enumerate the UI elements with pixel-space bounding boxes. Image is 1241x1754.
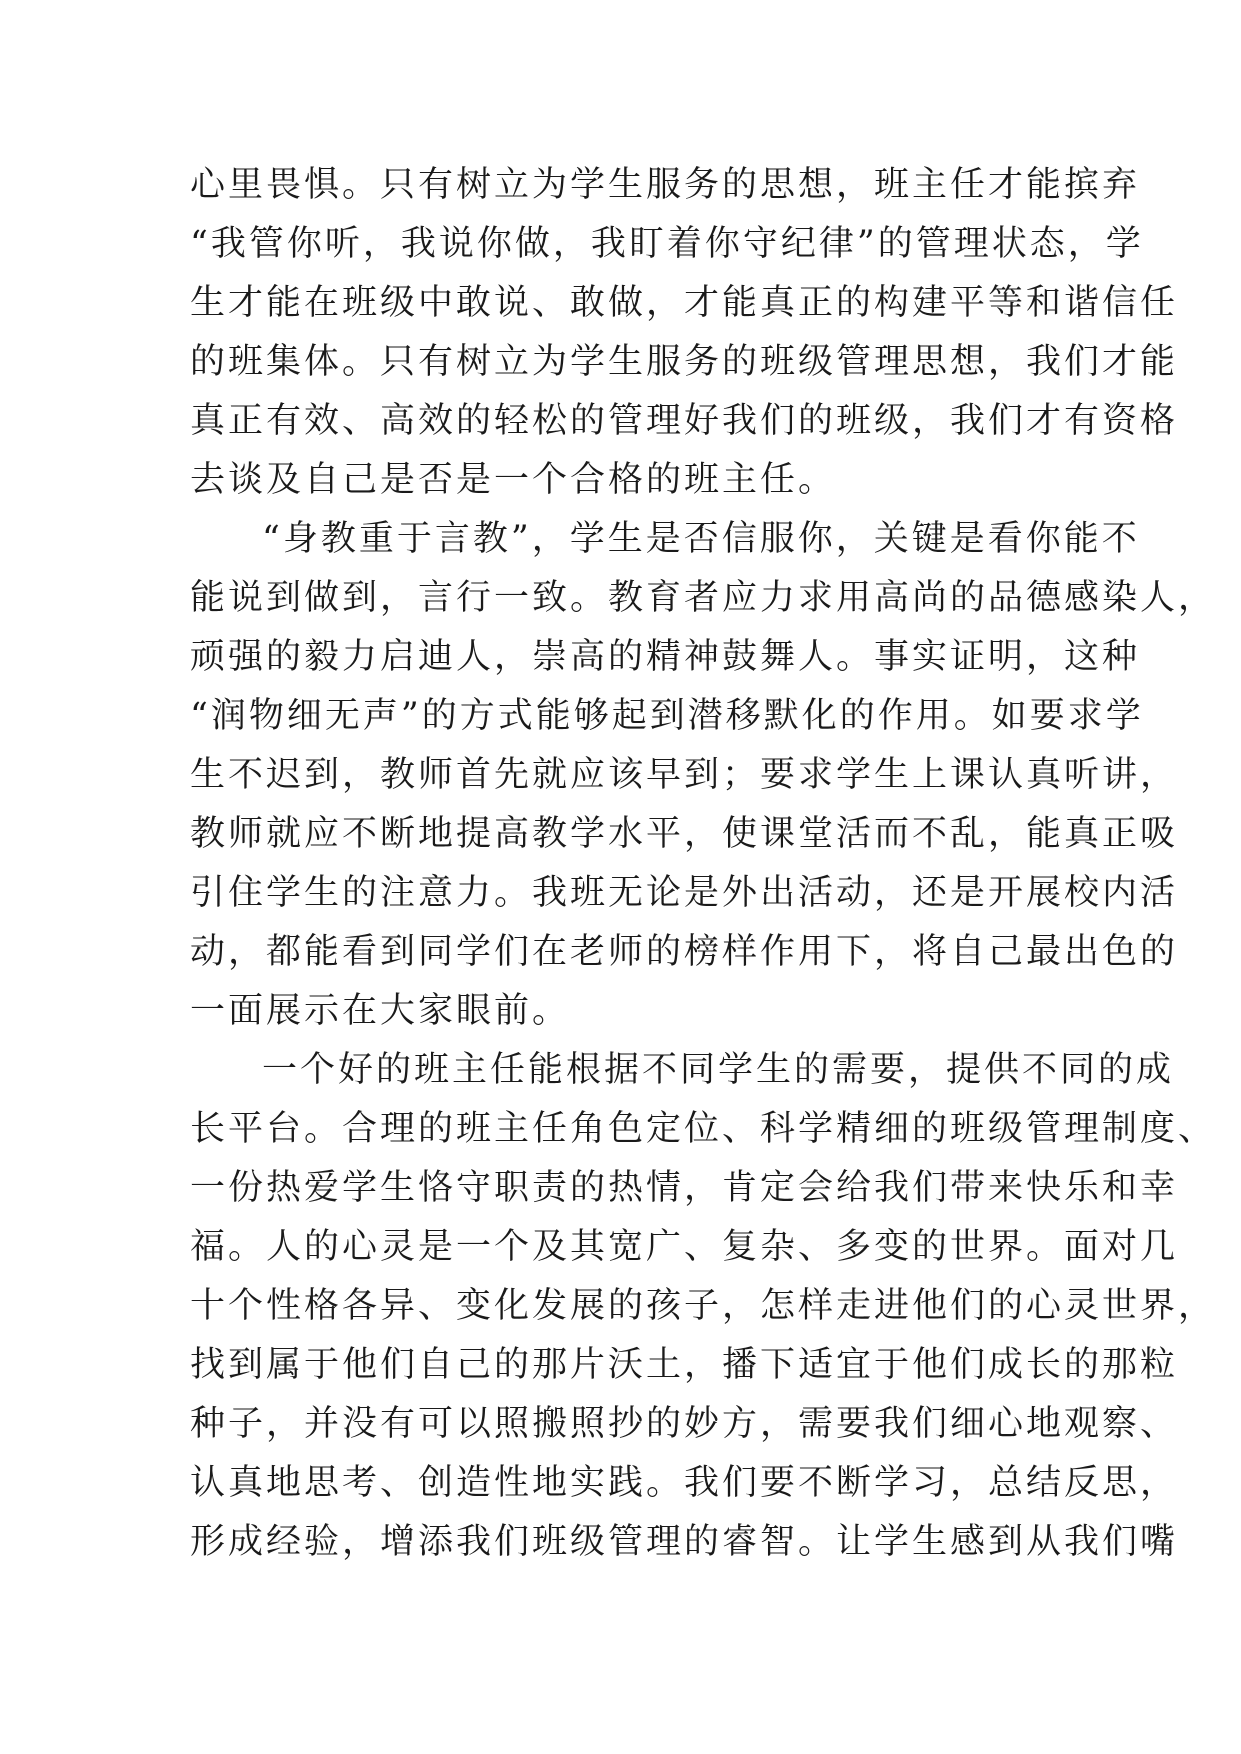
text-line: 顽强的毅力启迪人，崇高的精神鼓舞人。事实证明，这种: [190, 637, 1141, 677]
text-line: 十个性格各异、变化发展的孩子，怎样走进他们的心灵世界，: [190, 1286, 1217, 1326]
paragraph-2: [190, 510, 1217, 1041]
text-line: 引住学生的注意力。我班无论是外出活动，还是开展校内活: [190, 873, 1179, 913]
paragraph-1: [190, 156, 1179, 510]
text-line: “我管你听，我说你做，我盯着你守纪律”的管理状态，学: [190, 224, 1144, 264]
document-body: [190, 156, 1217, 1572]
paragraph-3: [190, 1041, 1217, 1572]
text-line: “润物细无声”的方式能够起到潜移默化的作用。如要求学: [190, 696, 1144, 736]
text-line: 心里畏惧。只有树立为学生服务的思想，班主任才能摈弃: [190, 165, 1141, 205]
text-line: 能说到做到，言行一致。教育者应力求用高尚的品德感染人，: [190, 578, 1217, 618]
text-line: 长平台。合理的班主任角色定位、科学精细的班级管理制度、: [190, 1109, 1217, 1149]
text-line: 生才能在班级中敢说、敢做，才能真正的构建平等和谐信任: [190, 283, 1179, 323]
text-line: 找到属于他们自己的那片沃土，播下适宜于他们成长的那粒: [190, 1345, 1179, 1385]
text-line: 种子，并没有可以照搬照抄的妙方，需要我们细心地观察、: [190, 1404, 1179, 1444]
text-line: 一面展示在大家眼前。: [190, 991, 571, 1031]
text-line: 生不迟到，教师首先就应该早到；要求学生上课认真听讲，: [190, 755, 1179, 795]
text-line: 的班集体。只有树立为学生服务的班级管理思想，我们才能: [190, 342, 1179, 382]
text-line: 福。人的心灵是一个及其宽广、复杂、多变的世界。面对几: [190, 1227, 1179, 1267]
text-line: 动，都能看到同学们在老师的榜样作用下，将自己最出色的: [190, 932, 1179, 972]
text-line: 真正有效、高效的轻松的管理好我们的班级，我们才有资格: [190, 401, 1179, 441]
text-line: “身教重于言教”，学生是否信服你，关键是看你能不: [262, 519, 1140, 559]
text-line: 教师就应不断地提高教学水平，使课堂活而不乱，能真正吸: [190, 814, 1179, 854]
text-line: 一份热爱学生恪守职责的热情，肯定会给我们带来快乐和幸: [190, 1168, 1179, 1208]
text-line: 形成经验，增添我们班级管理的睿智。让学生感到从我们嘴: [190, 1522, 1179, 1562]
text-line: 认真地思考、创造性地实践。我们要不断学习，总结反思，: [190, 1463, 1179, 1503]
text-line: 去谈及自己是否是一个合格的班主任。: [190, 460, 837, 500]
text-line: 一个好的班主任能根据不同学生的需要，提供不同的成: [262, 1050, 1175, 1090]
